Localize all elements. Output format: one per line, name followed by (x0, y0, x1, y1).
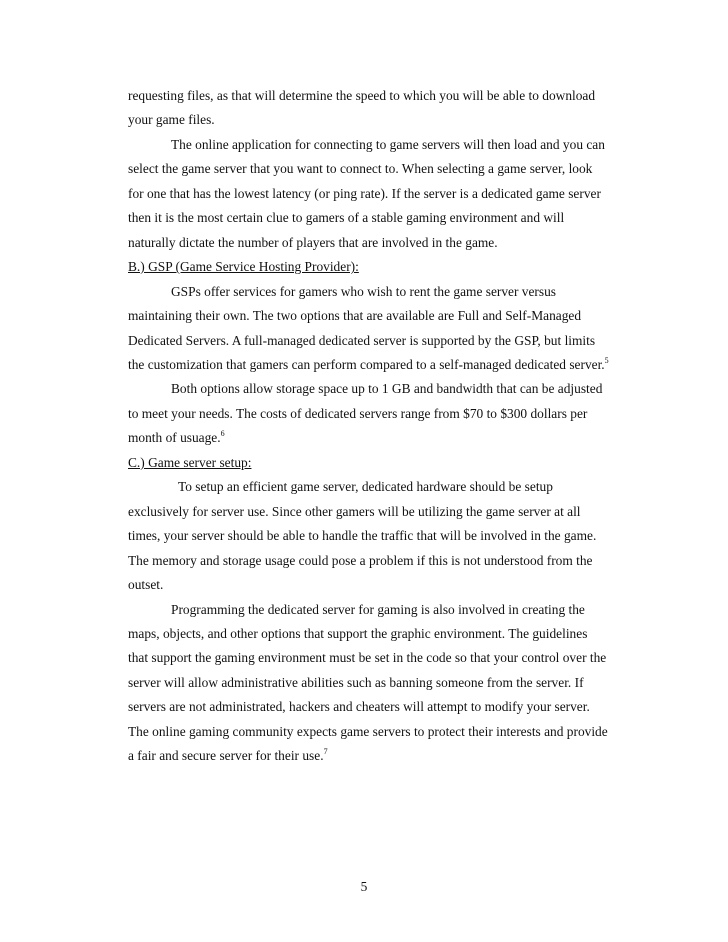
text-line: select the game server that you want to connect to. When selecting a game server, look (128, 161, 593, 177)
text-line: times, your server should be able to handle the traffic that will be involved in the game. (128, 528, 597, 544)
line-text: a fair and secure server for their use. (128, 748, 324, 764)
paragraph-storage-bandwidth (128, 377, 648, 450)
text-line: servers are not administrated, hackers and cheaters will attempt to modify your server. (128, 699, 590, 715)
text-line: server will allow administrative abilities such as banning someone from the server. If (128, 674, 584, 690)
text-line: Programming the dedicated server for gaming is also involved in creating the (171, 601, 585, 617)
text-line: requesting files, as that will determine the speed to which you will be able to download (128, 88, 596, 103)
text-line: naturally dictate the number of players that are involved in the game. (128, 234, 498, 250)
text-line: for one that has the lowest latency (or ping rate). If the server is a dedicated game server (128, 185, 601, 201)
page-number: 5 (360, 879, 368, 894)
text-line: Both options allow storage space up to 1 GB and bandwidth that can be adjusted (171, 381, 603, 397)
text-line: your game files. (128, 112, 215, 128)
footnote-marker: 7 (323, 746, 328, 756)
line-text: the customization that gamers can perform compared to a self-managed dedicated server. (128, 356, 605, 372)
text-line: The memory and storage usage could pose a problem if this is not understood from the (128, 552, 593, 568)
section-heading-gsp: B.) GSP (Game Service Hosting Provider): (128, 259, 359, 275)
paragraph-efficient-server (128, 475, 648, 597)
paragraph-gsp-services (128, 280, 648, 378)
text-line (128, 744, 648, 768)
text-line: Dedicated Servers. A full-managed dedicated server is supported by the GSP, but limits (128, 332, 596, 348)
text-line: to meet your needs. The costs of dedicated servers range from $70 to $300 dollars per (128, 405, 588, 421)
text-line: The online gaming community expects game servers to protect their interests and provide (128, 723, 608, 739)
text-line: maps, objects, and other options that support the graphic environment. The guidelines (128, 625, 588, 641)
paragraph-download-speed (128, 84, 648, 133)
text-line: maintaining their own. The two options that are available are Full and Self-Managed (128, 308, 582, 324)
text-line: The online application for connecting to game servers will then load and you can (171, 136, 605, 152)
footnote-marker: 5 (604, 355, 609, 365)
text-line: GSPs offer services for gamers who wish to rent the game server versus (171, 283, 557, 299)
text-line (128, 426, 648, 450)
paragraph-online-application (128, 133, 648, 255)
text-line: exclusively for server use. Since other gamers will be utilizing the game server at all (128, 503, 581, 519)
text-line: that support the gaming environment must be set in the code so that your control over the (128, 650, 607, 666)
text-line (128, 353, 648, 377)
text-line: then it is the most certain clue to gamers of a stable gaming environment and will (128, 210, 565, 226)
paragraph-programming-server (128, 598, 648, 769)
footnote-marker: 6 (220, 428, 225, 438)
body-text (128, 84, 648, 769)
section-heading-server-setup: C.) Game server setup: (128, 454, 252, 470)
line-text: month of usuage. (128, 430, 221, 446)
text-line: To setup an efficient game server, dedicated hardware should be setup (178, 479, 553, 495)
text-line: outset. (128, 577, 164, 593)
